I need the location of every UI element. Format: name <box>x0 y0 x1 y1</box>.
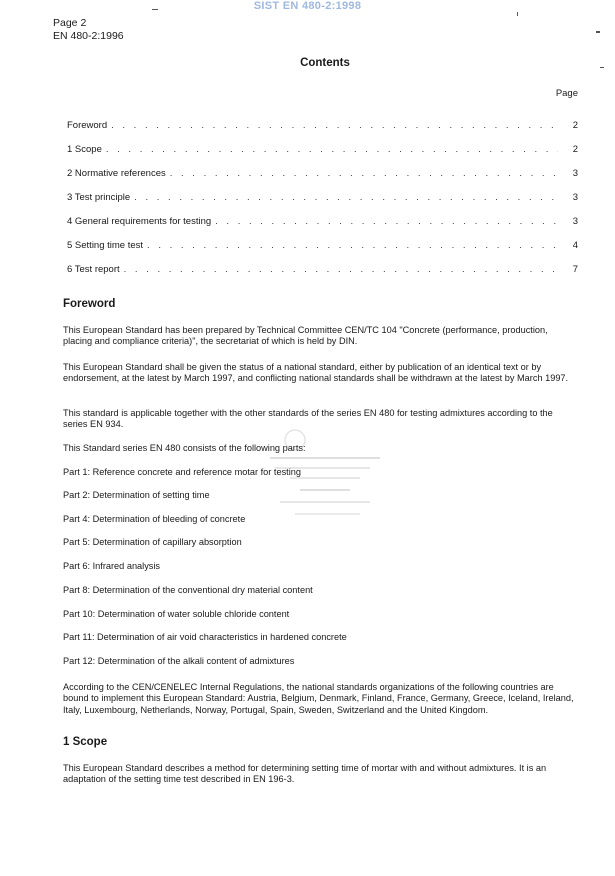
scan-speck <box>596 31 600 33</box>
part-list-item: Part 8: Determination of the conventional dry material content <box>63 585 313 595</box>
toc-leader-dots <box>111 120 558 131</box>
part-list-item: Part 2: Determination of setting time <box>63 490 210 500</box>
foreword-paragraph: This European Standard shall be given the status of a national standard, either by publication of an identical text or by endorsement, at the latest by March 1997, and conflicting national standards shall be withdrawn at the latest by March 1997. <box>63 362 569 384</box>
foreword-paragraph: This standard is applicable together with the other standards of the series EN 480 for testing admixtures according to the series EN 934. <box>63 408 553 430</box>
part-list-item: Part 1: Reference concrete and reference motar for testing <box>63 467 301 477</box>
toc-entry-page: 3 <box>572 192 578 203</box>
part-list-item: Part 4: Determination of bleeding of concrete <box>63 514 246 524</box>
toc-entry-test-principle[interactable] <box>67 192 578 216</box>
toc-entry-label: Foreword <box>67 120 108 131</box>
toc-entry-label: 6 Test report <box>67 264 120 275</box>
table-of-contents <box>67 120 578 288</box>
toc-entry-setting-time-test[interactable] <box>67 240 578 264</box>
toc-leader-dots <box>124 264 558 275</box>
part-list-item: Part 11: Determination of air void characteristics in hardened concrete <box>63 632 347 642</box>
toc-entry-normative-references[interactable] <box>67 168 578 192</box>
toc-entry-page: 2 <box>572 144 578 155</box>
toc-entry-general-requirements[interactable] <box>67 216 578 240</box>
contents-title: Contents <box>300 57 350 69</box>
scope-heading: 1 Scope <box>63 736 108 748</box>
toc-entry-page: 2 <box>572 120 578 131</box>
page-column-label: Page <box>555 88 578 99</box>
foreword-paragraph: According to the CEN/CENELEC Internal Regulations, the national standards organizations of the following countries are bound to implement this European Standard: Austria, Belgium, Denmark, Finland, France, Germany, Greece, Iceland, Ireland, Italy, Luxembourg, Netherlands, Norway, Portugal, Spain, Sweden, Switzerland and the United Kingdom. <box>63 682 574 715</box>
toc-entry-label: 1 Scope <box>67 144 102 155</box>
watermark-text: SIST EN 480-2:1998 <box>253 0 362 12</box>
part-list-item: Part 10: Determination of water soluble chloride content <box>63 609 290 619</box>
scan-speck <box>517 12 518 16</box>
toc-leader-dots <box>170 168 558 179</box>
part-list-item: Part 6: Infrared analysis <box>63 561 161 571</box>
toc-leader-dots <box>215 216 558 227</box>
toc-entry-foreword[interactable] <box>67 120 578 144</box>
part-list-item: Part 5: Determination of capillary absorption <box>63 537 242 547</box>
toc-entry-page: 3 <box>572 216 578 227</box>
toc-entry-label: 4 General requirements for testing <box>67 216 212 227</box>
toc-entry-page: 4 <box>572 240 578 251</box>
toc-entry-test-report[interactable] <box>67 264 578 288</box>
toc-entry-page: 7 <box>572 264 578 275</box>
part-list-item: Part 12: Determination of the alkali content of admixtures <box>63 656 295 666</box>
standard-number: EN 480-2:1996 <box>53 30 124 42</box>
page-number: Page 2 <box>53 17 87 29</box>
toc-entry-label: 5 Setting time test <box>67 240 144 251</box>
scan-speck <box>152 9 158 10</box>
toc-leader-dots <box>147 240 558 251</box>
toc-leader-dots <box>106 144 558 155</box>
toc-entry-page: 3 <box>572 168 578 179</box>
toc-entry-label: 3 Test principle <box>67 192 131 203</box>
scan-speck <box>600 67 604 68</box>
faint-stamp-mark <box>250 428 390 523</box>
foreword-paragraph: This Standard series EN 480 consists of the following parts: <box>63 443 306 453</box>
toc-leader-dots <box>134 192 558 203</box>
foreword-heading: Foreword <box>63 298 116 310</box>
scope-paragraph: This European Standard describes a method for determining setting time of mortar with and without admixtures. It is an adaptation of the setting time test described in EN 196-3. <box>63 763 547 785</box>
toc-entry-label: 2 Normative references <box>67 168 166 179</box>
toc-entry-scope[interactable] <box>67 144 578 168</box>
foreword-paragraph: This European Standard has been prepared by Technical Committee CEN/TC 104 "Concrete (performance, production, placing and compliance criteria)", the secretariat of which is held by DIN. <box>63 325 548 347</box>
